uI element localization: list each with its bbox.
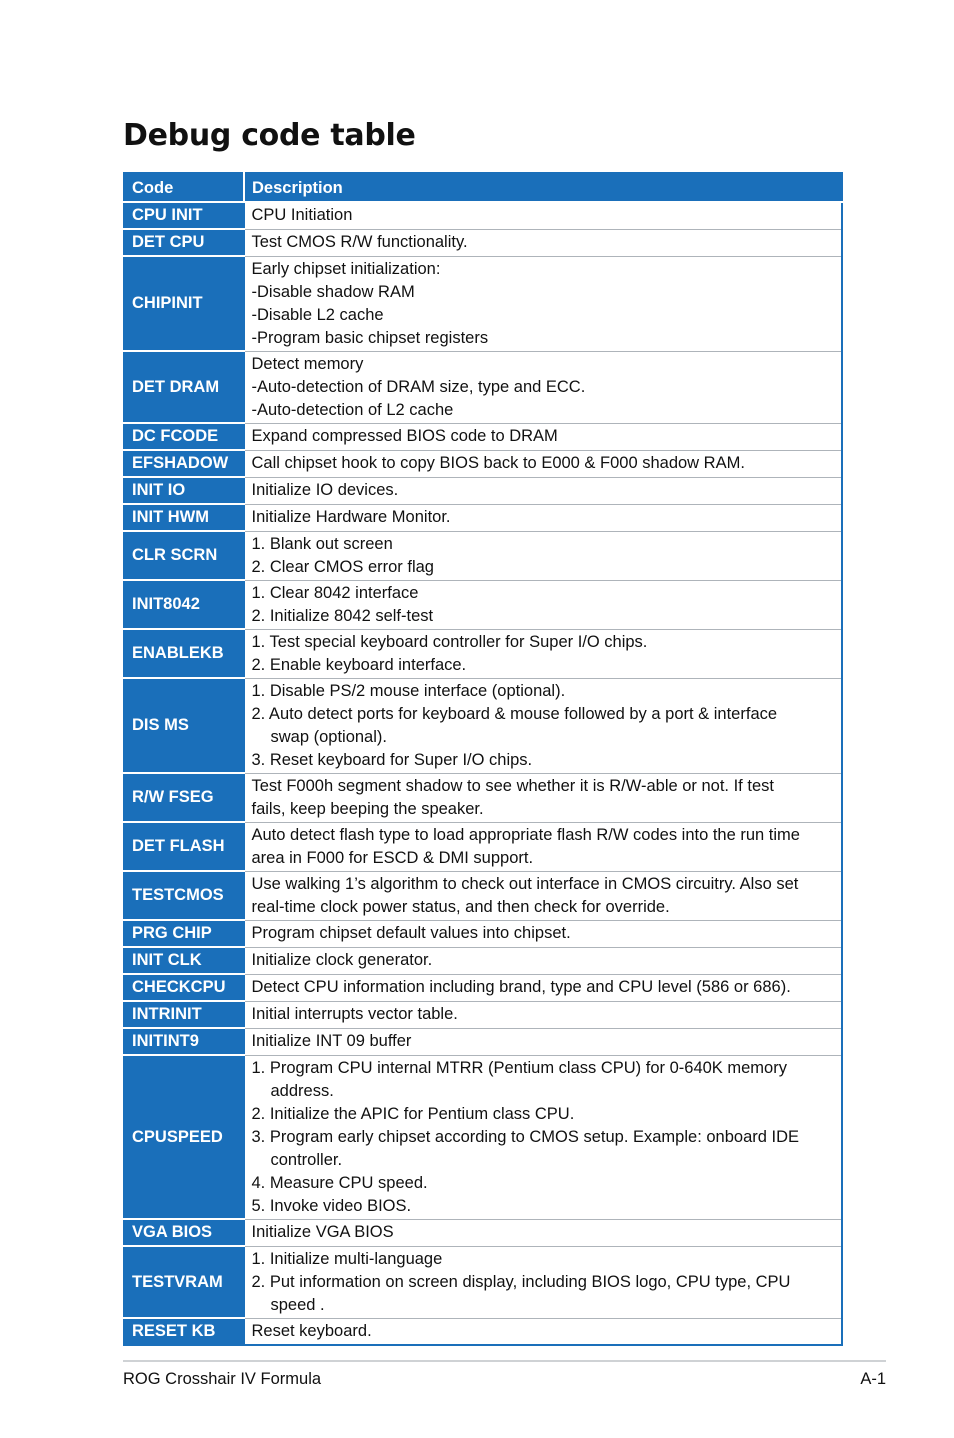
description-line: 2. Put information on screen display, including BIOS logo, CPU type, CPU: [251, 1272, 791, 1291]
footer-product-name: ROG Crosshair IV Formula: [123, 1370, 322, 1388]
description-line: area in F000 for ESCD & DMI support.: [251, 848, 534, 867]
debug-code-cell: DIS MS: [124, 678, 244, 773]
description-cell: [244, 1318, 842, 1345]
table-row: [124, 1219, 842, 1246]
debug-code-cell: INIT HWM: [124, 504, 244, 531]
description-cell: [244, 773, 842, 822]
description-line: Auto detect flash type to load appropriate flash R/W codes into the run time: [251, 825, 800, 844]
description-cell: [244, 1001, 842, 1028]
description-cell: [244, 1246, 842, 1318]
debug-code-cell: DET FLASH: [124, 822, 244, 871]
description-cell: [244, 871, 842, 920]
description-cell: [244, 678, 842, 773]
description-line: 2. Auto detect ports for keyboard & mouse followed by a port & interface: [251, 704, 778, 723]
debug-code-cell: TESTVRAM: [124, 1246, 244, 1318]
table-row: [124, 229, 842, 256]
debug-code-cell: INITINT9: [124, 1028, 244, 1055]
description-cell: [244, 920, 842, 947]
description-line: Initialize IO devices.: [251, 481, 399, 499]
description-cell: [244, 531, 842, 580]
table-row: [124, 477, 842, 504]
description-line: Reset keyboard.: [251, 1321, 372, 1340]
table-row: [124, 822, 842, 871]
description-cell: [244, 256, 842, 351]
debug-code-cell: CPUSPEED: [124, 1055, 244, 1219]
description-line: -Program basic chipset registers: [251, 328, 489, 347]
description-line: Use walking 1’s algorithm to check out interface in CMOS circuitry. Also set: [251, 874, 799, 893]
description-line: -Disable L2 cache: [251, 305, 384, 324]
debug-code-cell: INIT IO: [124, 477, 244, 504]
table-row: [124, 920, 842, 947]
description-cell: [244, 229, 842, 256]
table-row: [124, 974, 842, 1001]
description-cell: [244, 423, 842, 450]
debug-code-table: [123, 172, 843, 1346]
table-row: [124, 531, 842, 580]
description-cell: [244, 822, 842, 871]
table-row: [124, 1001, 842, 1028]
debug-code-cell: CPU INIT: [124, 202, 244, 229]
table-row: [124, 678, 842, 773]
description-cell: [244, 1028, 842, 1055]
description-line: fails, keep beeping the speaker.: [251, 799, 484, 818]
description-line: Expand compressed BIOS code to DRAM: [251, 427, 558, 445]
description-line: 3. Program early chipset according to CMOS setup. Example: onboard IDE: [251, 1127, 800, 1146]
table-row: [124, 1318, 842, 1345]
description-line: Initial interrupts vector table.: [251, 1005, 458, 1023]
description-cell: [244, 477, 842, 504]
description-line: Detect CPU information including brand, type and CPU level (586 or 686).: [251, 978, 791, 996]
column-header-code: Code: [124, 173, 244, 202]
description-line: 2. Enable keyboard interface.: [251, 655, 467, 674]
description-line: 2. Initialize 8042 self-test: [251, 606, 434, 625]
description-line: Initialize VGA BIOS: [251, 1223, 394, 1241]
table-row: [124, 202, 842, 229]
table-row: [124, 256, 842, 351]
description-cell: [244, 202, 842, 229]
table-row: [124, 450, 842, 477]
description-line: Program chipset default values into chipset.: [251, 924, 571, 942]
table-row: [124, 1055, 842, 1219]
table-row: [124, 871, 842, 920]
table-row: [124, 504, 842, 531]
debug-code-cell: DC FCODE: [124, 423, 244, 450]
description-cell: [244, 974, 842, 1001]
column-header-description: Description: [244, 173, 842, 202]
debug-code-cell: R/W FSEG: [124, 773, 244, 822]
description-line: -Disable shadow RAM: [251, 282, 415, 301]
description-line: 1. Test special keyboard controller for Super I/O chips.: [251, 632, 648, 651]
description-line: Call chipset hook to copy BIOS back to E000 & F000 shadow RAM.: [251, 454, 745, 472]
table-row: [124, 580, 842, 629]
debug-code-cell: INIT8042: [124, 580, 244, 629]
description-line: -Auto-detection of DRAM size, type and ECC.: [251, 377, 586, 396]
description-cell: [244, 629, 842, 678]
footer-divider: [123, 1360, 886, 1362]
table-row: [124, 1246, 842, 1318]
debug-code-cell: VGA BIOS: [124, 1219, 244, 1246]
debug-code-cell: PRG CHIP: [124, 920, 244, 947]
footer-page-number: A-1: [860, 1370, 886, 1388]
table-header-row: [124, 173, 842, 202]
description-line: 1. Program CPU internal MTRR (Pentium class CPU) for 0-640K memory: [251, 1058, 787, 1077]
debug-code-cell: INTRINIT: [124, 1001, 244, 1028]
description-line: 5. Invoke video BIOS.: [251, 1196, 412, 1215]
description-line: real-time clock power status, and then check for override.: [251, 897, 670, 916]
debug-code-cell: CLR SCRN: [124, 531, 244, 580]
debug-code-cell: ENABLEKB: [124, 629, 244, 678]
description-line: 1. Blank out screen: [251, 534, 393, 553]
description-cell: [244, 504, 842, 531]
description-line: CPU Initiation: [251, 206, 353, 225]
table-body: [124, 202, 842, 1345]
description-cell: [244, 1219, 842, 1246]
description-line: 2. Clear CMOS error flag: [251, 557, 434, 576]
description-line: -Auto-detection of L2 cache: [251, 400, 454, 419]
debug-code-cell: INIT CLK: [124, 947, 244, 974]
description-line: Initialize INT 09 buffer: [251, 1032, 412, 1050]
table-row: [124, 773, 842, 822]
description-line: 3. Reset keyboard for Super I/O chips.: [251, 750, 533, 769]
description-line: address.: [270, 1081, 334, 1100]
debug-code-cell: RESET KB: [124, 1318, 244, 1345]
debug-code-cell: TESTCMOS: [124, 871, 244, 920]
table-row: [124, 351, 842, 423]
debug-code-cell: EFSHADOW: [124, 450, 244, 477]
page-title: Debug code table: [123, 118, 416, 153]
description-line: swap (optional).: [270, 727, 387, 746]
description-line: controller.: [270, 1150, 343, 1169]
table-row: [124, 947, 842, 974]
description-line: Initialize Hardware Monitor.: [251, 508, 451, 526]
description-cell: [244, 947, 842, 974]
description-line: speed .: [270, 1295, 325, 1314]
table-row: [124, 629, 842, 678]
debug-code-cell: DET CPU: [124, 229, 244, 256]
description-line: Early chipset initialization:: [251, 259, 441, 278]
debug-code-cell: CHIPINIT: [124, 256, 244, 351]
description-cell: [244, 351, 842, 423]
description-line: 1. Initialize multi-language: [251, 1249, 443, 1268]
description-line: 1. Clear 8042 interface: [251, 583, 419, 602]
debug-code-cell: DET DRAM: [124, 351, 244, 423]
table-row: [124, 1028, 842, 1055]
description-cell: [244, 1055, 842, 1219]
table-row: [124, 423, 842, 450]
description-cell: [244, 580, 842, 629]
description-line: Test CMOS R/W functionality.: [251, 233, 468, 251]
description-line: 2. Initialize the APIC for Pentium class CPU.: [251, 1104, 575, 1123]
description-line: Test F000h segment shadow to see whether it is R/W-able or not. If test: [251, 776, 774, 795]
description-line: 1. Disable PS/2 mouse interface (optional).: [251, 681, 566, 700]
description-line: Detect memory: [251, 354, 364, 373]
description-cell: [244, 450, 842, 477]
description-line: Initialize clock generator.: [251, 951, 433, 969]
debug-code-cell: CHECKCPU: [124, 974, 244, 1001]
description-line: 4. Measure CPU speed.: [251, 1173, 428, 1192]
